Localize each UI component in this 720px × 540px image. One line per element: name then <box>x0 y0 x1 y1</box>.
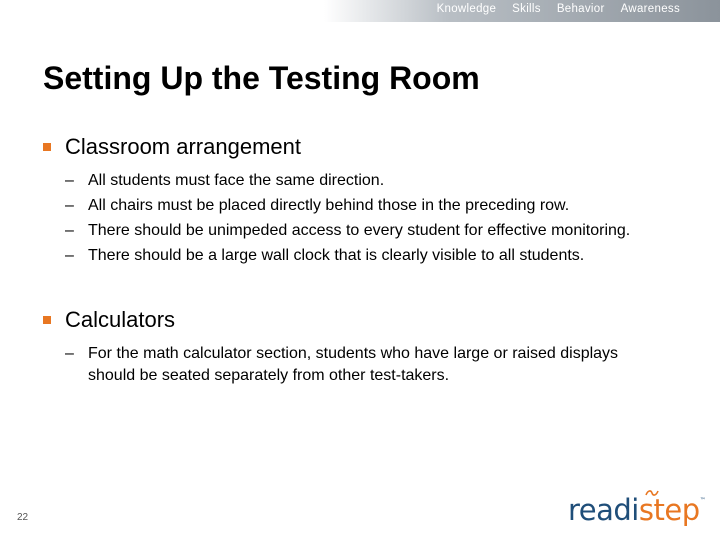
nav-item-knowledge: Knowledge <box>436 3 497 15</box>
sub-bullet-text: There should be unimpeded access to every student for effective monitoring. <box>88 222 631 239</box>
dash-icon: – <box>65 247 74 264</box>
dash-icon: – <box>65 172 74 189</box>
logo-text-step: step <box>638 493 700 527</box>
sub-bullet <box>65 195 693 217</box>
sub-bullet <box>65 220 693 242</box>
sub-bullet <box>65 245 693 267</box>
nav-item-behavior: Behavior <box>556 3 605 15</box>
bullet-heading-text: Classroom arrangement <box>65 134 301 159</box>
square-bullet-icon <box>43 143 51 151</box>
bullet-heading <box>43 307 693 333</box>
sub-bullet-text: All students must face the same direction. <box>88 172 385 189</box>
readistep-logo <box>568 493 705 527</box>
logo-text-read: readi <box>568 493 639 527</box>
bullet-heading-text: Calculators <box>65 307 176 332</box>
sub-bullet-list <box>65 170 693 267</box>
sub-bullet <box>65 343 693 387</box>
bullet-heading <box>43 134 693 160</box>
square-bullet-icon <box>43 316 51 324</box>
sub-bullet <box>65 170 693 192</box>
slide-title: Setting Up the Testing Room <box>43 60 480 96</box>
dash-icon: – <box>65 222 74 239</box>
logo-trademark: ™ <box>699 497 706 504</box>
page-number: 22 <box>17 512 29 523</box>
sub-bullet-text: All chairs must be placed directly behind those in the preceding row. <box>88 197 570 214</box>
nav-item-awareness: Awareness <box>620 3 680 15</box>
sub-bullet-text: There should be a large wall clock that is clearly visible to all students. <box>88 247 585 264</box>
sub-bullet-list <box>65 343 693 387</box>
section-calculators <box>43 307 693 390</box>
top-nav <box>437 3 680 15</box>
sub-bullet-text: For the math calculator section, students who have large or raised displays should be seated separately from other test-takers. <box>88 345 619 384</box>
section-classroom-arrangement <box>43 134 693 270</box>
dash-icon: – <box>65 197 74 214</box>
top-banner <box>0 0 720 22</box>
nav-item-skills: Skills <box>512 3 541 15</box>
dash-icon: – <box>65 345 74 362</box>
logo-swirl-icon <box>645 489 659 497</box>
